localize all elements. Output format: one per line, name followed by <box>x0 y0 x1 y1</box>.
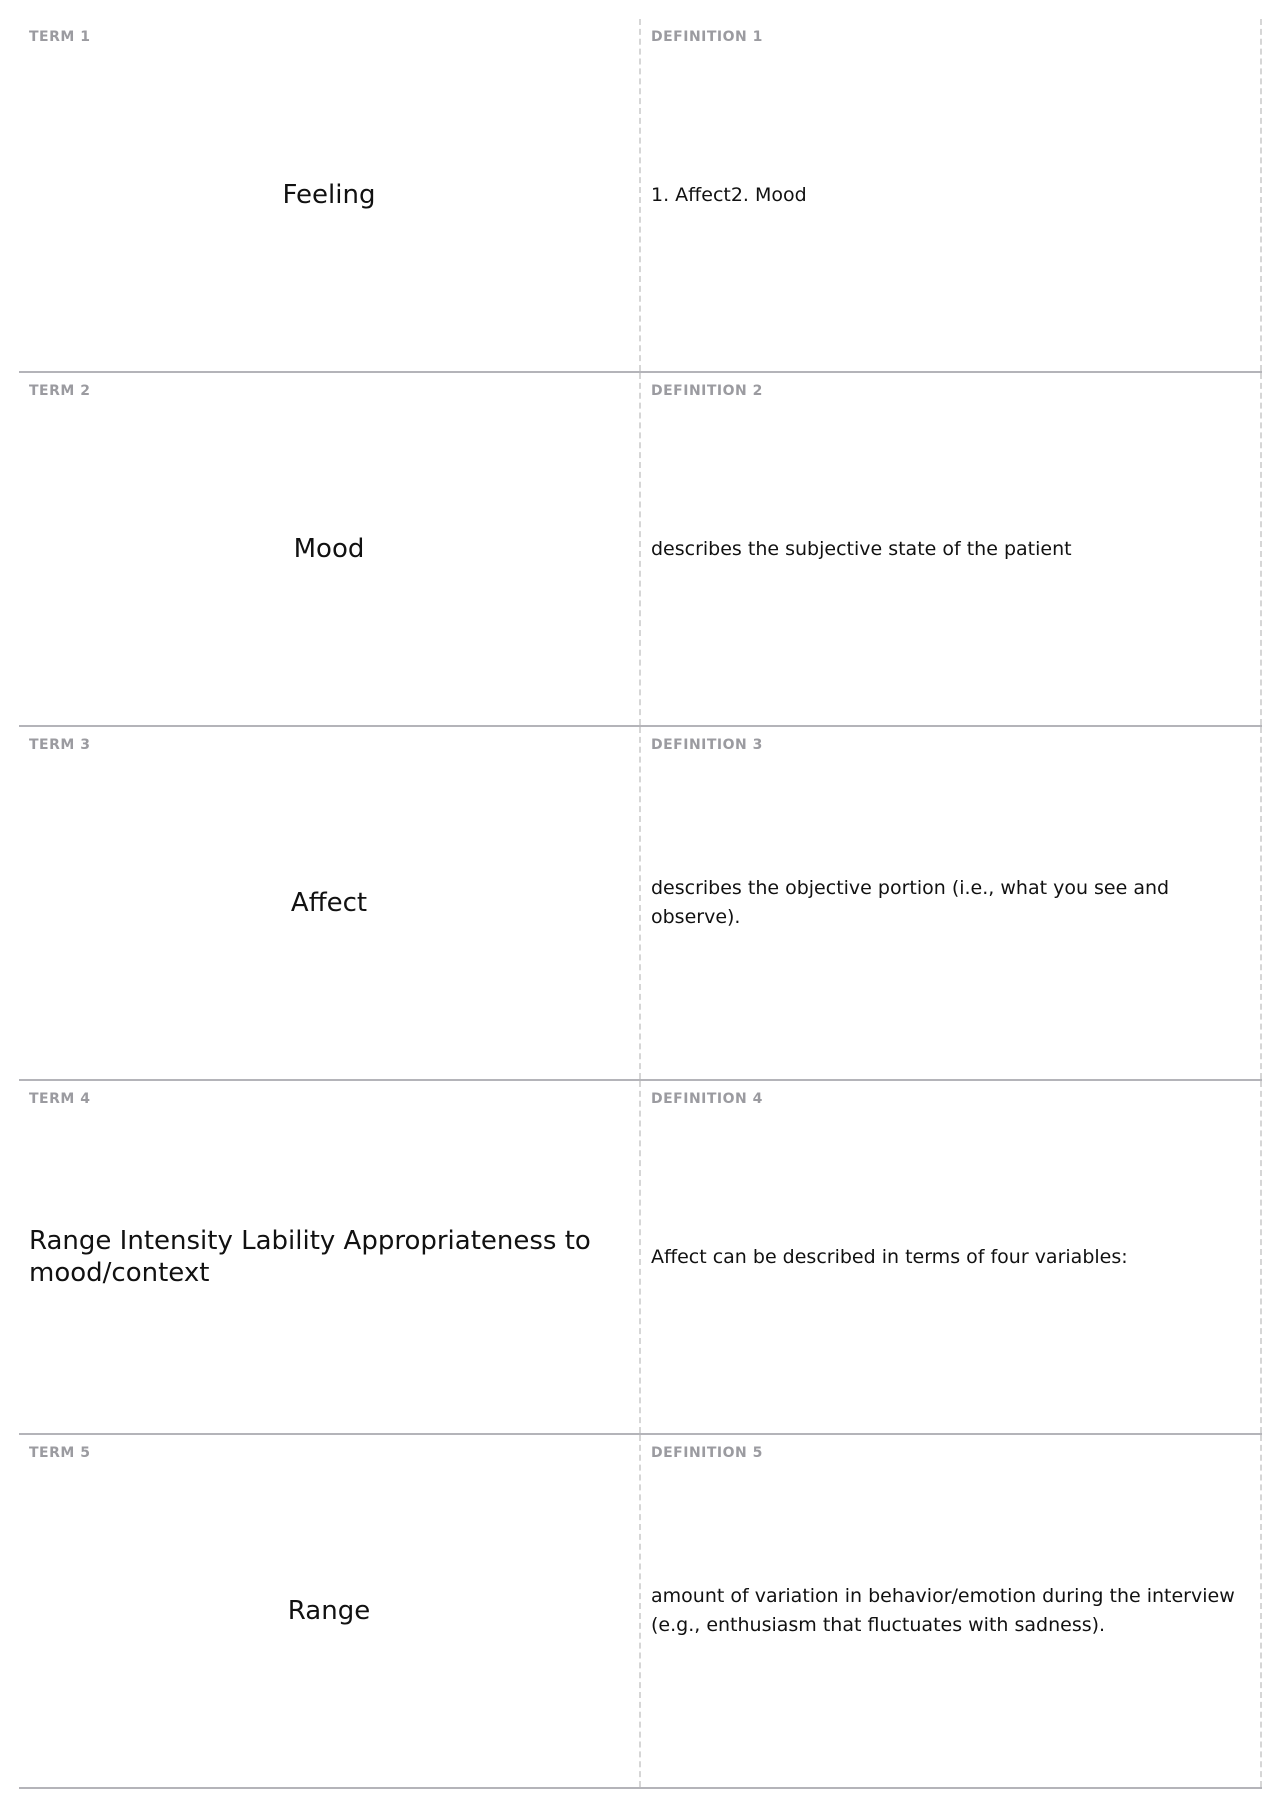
term-text: Range <box>287 1596 371 1626</box>
term-cell <box>19 1081 641 1433</box>
term-text: Affect <box>290 888 368 918</box>
definition-cell <box>641 1435 1262 1787</box>
term-text: Mood <box>293 534 365 564</box>
definition-text: describes the objective portion (i.e., what you see and observe). <box>651 877 1170 928</box>
term-cell <box>19 19 641 371</box>
flashcard-sheet <box>19 19 1262 1789</box>
card-row <box>19 19 1262 373</box>
term-label: TERM 2 <box>29 383 91 399</box>
definition-text: amount of variation in behavior/emotion during the interview (e.g., enthusiasm that fluctuates with sadness). <box>651 1585 1235 1636</box>
term-label: TERM 4 <box>29 1091 91 1107</box>
definition-label: DEFINITION 4 <box>651 1091 763 1107</box>
card-row <box>19 373 1262 727</box>
card-row <box>19 727 1262 1081</box>
term-cell <box>19 727 641 1079</box>
card-row <box>19 1435 1262 1789</box>
definition-text: Affect can be described in terms of four variables: <box>651 1245 1128 1268</box>
definition-cell <box>641 19 1262 371</box>
term-label: TERM 3 <box>29 737 91 753</box>
card-row <box>19 1081 1262 1435</box>
term-label: TERM 5 <box>29 1445 91 1461</box>
definition-cell <box>641 1081 1262 1433</box>
definition-cell <box>641 727 1262 1079</box>
definition-label: DEFINITION 1 <box>651 29 763 45</box>
term-cell <box>19 1435 641 1787</box>
term-text: Range Intensity Lability Appropriateness to mood/context <box>29 1226 591 1288</box>
definition-label: DEFINITION 5 <box>651 1445 763 1461</box>
term-text: Feeling <box>282 180 376 210</box>
definition-text: 1. Affect2. Mood <box>651 183 807 206</box>
definition-label: DEFINITION 2 <box>651 383 763 399</box>
definition-cell <box>641 373 1262 725</box>
term-cell <box>19 373 641 725</box>
term-label: TERM 1 <box>29 29 91 45</box>
definition-label: DEFINITION 3 <box>651 737 763 753</box>
definition-text: describes the subjective state of the patient <box>651 537 1072 560</box>
